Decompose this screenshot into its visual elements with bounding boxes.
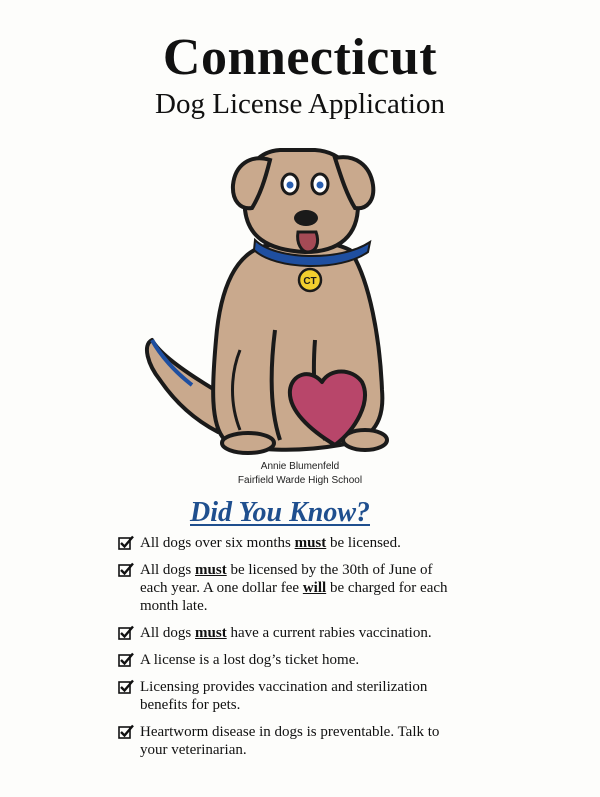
- list-item: Heartworm disease in dogs is preventable. Talk to your veterinarian.: [118, 723, 458, 759]
- page-subtitle: Dog License Application: [155, 88, 445, 120]
- checkbox-checked-icon: [118, 562, 134, 578]
- artist-school: Fairfield Warde High School: [237, 475, 363, 486]
- list-item: A license is a lost dog’s ticket home.: [118, 651, 458, 669]
- page-title: Connecticut: [162, 29, 438, 86]
- dog-tail: [147, 340, 218, 432]
- list-item: All dogs must be licensed by the 30th of June of each year. A one dollar fee will be charged for each month late.: [118, 561, 458, 615]
- checkbox-checked-icon: [118, 724, 134, 740]
- section-heading: Did You Know?: [190, 497, 370, 528]
- checkbox-checked-icon: [118, 625, 134, 641]
- checkbox-checked-icon: [118, 679, 134, 695]
- collar-tag-label: CT: [303, 276, 317, 287]
- checkbox-checked-icon: [118, 535, 134, 551]
- checkbox-checked-icon: [118, 652, 134, 668]
- artist-name: Annie Blumenfeld: [260, 461, 340, 472]
- list-item: All dogs must have a current rabies vaccination.: [118, 624, 458, 642]
- list-item: All dogs over six months must be licensed.: [118, 534, 458, 552]
- facts-list: [118, 534, 458, 768]
- dog-illustration: [130, 140, 410, 460]
- art-credit: [200, 460, 400, 488]
- list-item: Licensing provides vaccination and sterilization benefits for pets.: [118, 678, 458, 714]
